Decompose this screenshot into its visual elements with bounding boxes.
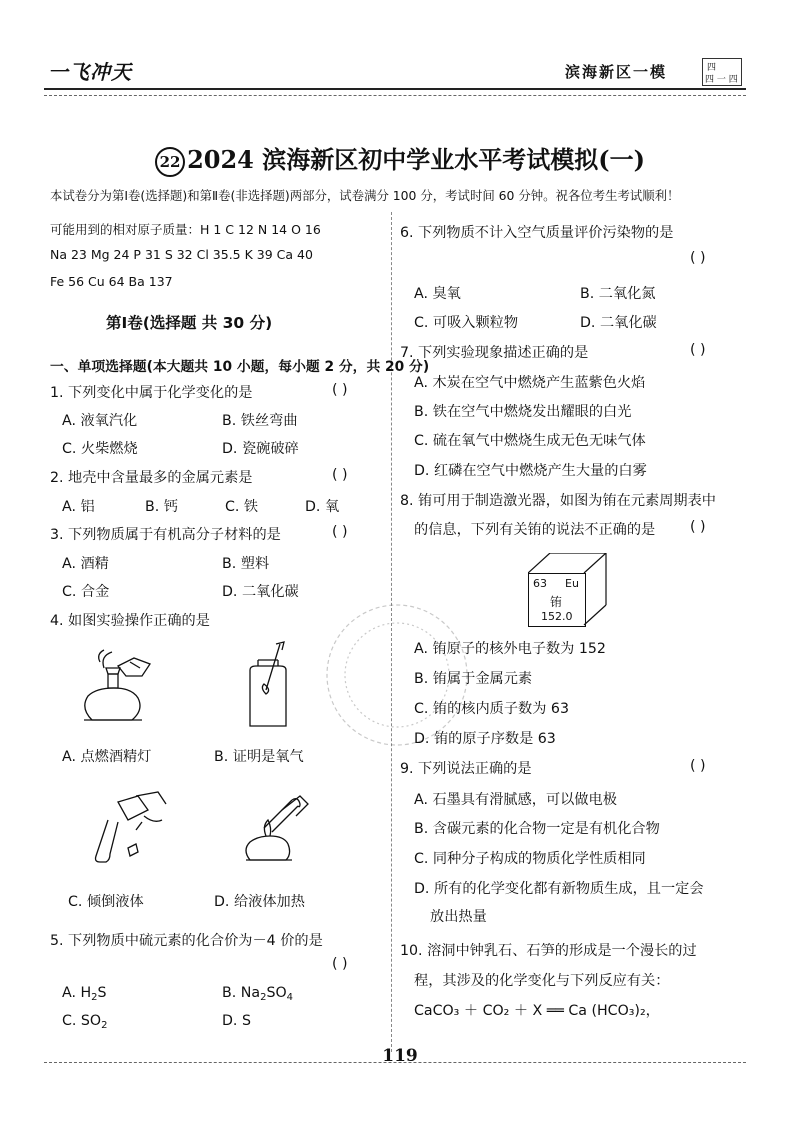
element-symbol: Eu — [565, 577, 579, 590]
header-stamp — [702, 58, 742, 86]
brand-logo: 一飞冲天 — [48, 60, 132, 84]
q1-option-c[interactable]: C. 火柴燃烧 — [62, 441, 138, 457]
q9-answer-bracket[interactable]: ( ) — [690, 758, 706, 774]
q4-option-d[interactable]: D. 给液体加热 — [214, 894, 305, 910]
q6-option-d[interactable]: D. 二氧化碳 — [580, 315, 657, 331]
element-mass: 152.0 — [541, 610, 573, 623]
q6-stem: 6. 下列物质不计入空气质量评价污染物的是 — [400, 225, 674, 241]
q3-option-d[interactable]: D. 二氧化碳 — [222, 584, 299, 600]
q10-equation: CaCO₃ ＋ CO₂ ＋ X ══ Ca (HCO₃)₂， — [414, 1003, 660, 1019]
q9-option-d-cont: 放出热量 — [430, 909, 487, 925]
q2-option-c[interactable]: C. 铁 — [225, 499, 259, 515]
q9-option-b[interactable]: B. 含碳元素的化合物一定是有机化合物 — [414, 821, 660, 837]
q8-stem-line1: 8. 铕可用于制造激光器，如图为铕在元素周期表中 — [400, 493, 716, 509]
exam-note: 本试卷分为第Ⅰ卷(选择题)和第Ⅱ卷(非选择题)两部分，试卷满分 100 分，考试时间 60 分钟。祝各位考生考试顺利！ — [50, 188, 680, 203]
q2-option-b[interactable]: B. 钙 — [145, 499, 178, 515]
q1-answer-bracket[interactable]: ( ) — [332, 382, 348, 398]
page-title — [0, 140, 800, 177]
element-number: 63 — [533, 577, 547, 590]
q5-answer-bracket[interactable]: ( ) — [332, 956, 348, 972]
q1-option-d[interactable]: D. 瓷碗破碎 — [222, 441, 299, 457]
oxygen-test-figure — [236, 640, 306, 735]
q6-option-b[interactable]: B. 二氧化氮 — [580, 286, 656, 302]
q8-option-c[interactable]: C. 铕的核内质子数为 63 — [414, 701, 569, 717]
q8-option-a[interactable]: A. 铕原子的核外电子数为 152 — [414, 641, 606, 657]
q8-answer-bracket[interactable]: ( ) — [690, 519, 706, 535]
section-heading: 第Ⅰ卷(选择题 共 30 分) — [106, 314, 273, 332]
q7-option-d[interactable]: D. 红磷在空气中燃烧产生大量的白雾 — [414, 463, 647, 479]
stamp-top: 四 — [707, 63, 717, 73]
lighting-lamp-figure — [70, 648, 160, 728]
q4-option-c[interactable]: C. 倾倒液体 — [68, 894, 144, 910]
q5-option-d[interactable]: D. S — [222, 1013, 251, 1029]
q3-stem: 3. 下列物质属于有机高分子材料的是 — [50, 527, 281, 543]
title-number: 22 — [155, 147, 185, 177]
q8-option-b[interactable]: B. 铕属于金属元素 — [414, 671, 533, 687]
part-heading: 一、单项选择题(本大题共 10 小题，每小题 2 分，共 20 分) — [50, 359, 430, 375]
q8-stem-line2: 的信息，下列有关铕的说法不正确的是 — [414, 522, 656, 538]
q7-answer-bracket[interactable]: ( ) — [690, 342, 706, 358]
q6-answer-bracket[interactable]: ( ) — [690, 250, 706, 266]
q2-option-d[interactable]: D. 氧 — [305, 499, 340, 515]
q2-answer-bracket[interactable]: ( ) — [332, 467, 348, 483]
pour-liquid-figure — [88, 790, 178, 870]
q7-stem: 7. 下列实验现象描述正确的是 — [400, 345, 589, 361]
q1-option-b[interactable]: B. 铁丝弯曲 — [222, 413, 298, 429]
q3-option-b[interactable]: B. 塑料 — [222, 556, 270, 572]
q6-option-c[interactable]: C. 可吸入颗粒物 — [414, 315, 519, 331]
stamp-bottom: 四 一 四 — [705, 75, 738, 85]
header-rule — [44, 88, 746, 90]
element-name: 铕 — [550, 595, 563, 609]
q9-stem: 9. 下列说法正确的是 — [400, 761, 532, 777]
q2-option-a[interactable]: A. 铝 — [62, 499, 95, 515]
header-rule-dashed — [44, 95, 746, 96]
q9-option-d[interactable]: D. 所有的化学变化都有新物质生成，且一定会 — [414, 881, 704, 897]
district-label: 滨海新区一模 — [565, 63, 668, 81]
element-tile-3d-edges — [528, 553, 608, 627]
q10-line2: 程，其涉及的化学变化与下列反应有关： — [414, 973, 670, 989]
q8-option-d[interactable]: D. 铕的原子序数是 63 — [414, 731, 556, 747]
q3-option-c[interactable]: C. 合金 — [62, 584, 110, 600]
q7-option-a[interactable]: A. 木炭在空气中燃烧产生蓝紫色火焰 — [414, 375, 646, 391]
heat-liquid-figure — [236, 790, 316, 870]
q7-option-b[interactable]: B. 铁在空气中燃烧发出耀眼的白光 — [414, 404, 632, 420]
q6-option-a[interactable]: A. 臭氧 — [414, 286, 461, 302]
q3-answer-bracket[interactable]: ( ) — [332, 524, 348, 540]
page-number: 119 — [382, 1046, 418, 1066]
q9-option-a[interactable]: A. 石墨具有滑腻感，可以做电极 — [414, 792, 617, 808]
title-text: 2024 滨海新区初中学业水平考试模拟(一) — [187, 145, 645, 174]
q10-line1: 10. 溶洞中钟乳石、石笋的形成是一个漫长的过 — [400, 943, 697, 959]
q2-stem: 2. 地壳中含量最多的金属元素是 — [50, 470, 253, 486]
q5-option-c[interactable]: C. $SO_2$ — [62, 1013, 108, 1031]
q4-option-a[interactable]: A. 点燃酒精灯 — [62, 749, 152, 765]
q5-stem: 5. 下列物质中硫元素的化合价为－4 价的是 — [50, 933, 323, 949]
q5-option-a[interactable]: A. $H_2S$ — [62, 985, 107, 1003]
atomic-mass-line2: Na 23 Mg 24 P 31 S 32 Cl 35.5 K 39 Ca 40 — [50, 247, 313, 262]
atomic-mass-line3: Fe 56 Cu 64 Ba 137 — [50, 274, 173, 289]
atomic-mass-line1: 可能用到的相对原子质量：H 1 C 12 N 14 O 16 — [50, 222, 321, 237]
q1-option-a[interactable]: A. 液氧汽化 — [62, 413, 138, 429]
q1-stem: 1. 下列变化中属于化学变化的是 — [50, 385, 253, 401]
q7-option-c[interactable]: C. 硫在氧气中燃烧生成无色无味气体 — [414, 433, 646, 449]
q3-option-a[interactable]: A. 酒精 — [62, 556, 109, 572]
q4-stem: 4. 如图实验操作正确的是 — [50, 613, 210, 629]
q9-option-c[interactable]: C. 同种分子构成的物质化学性质相同 — [414, 851, 646, 867]
q5-option-b[interactable]: B. $Na_2SO_4$ — [222, 985, 293, 1003]
q4-option-b[interactable]: B. 证明是氧气 — [214, 749, 304, 765]
